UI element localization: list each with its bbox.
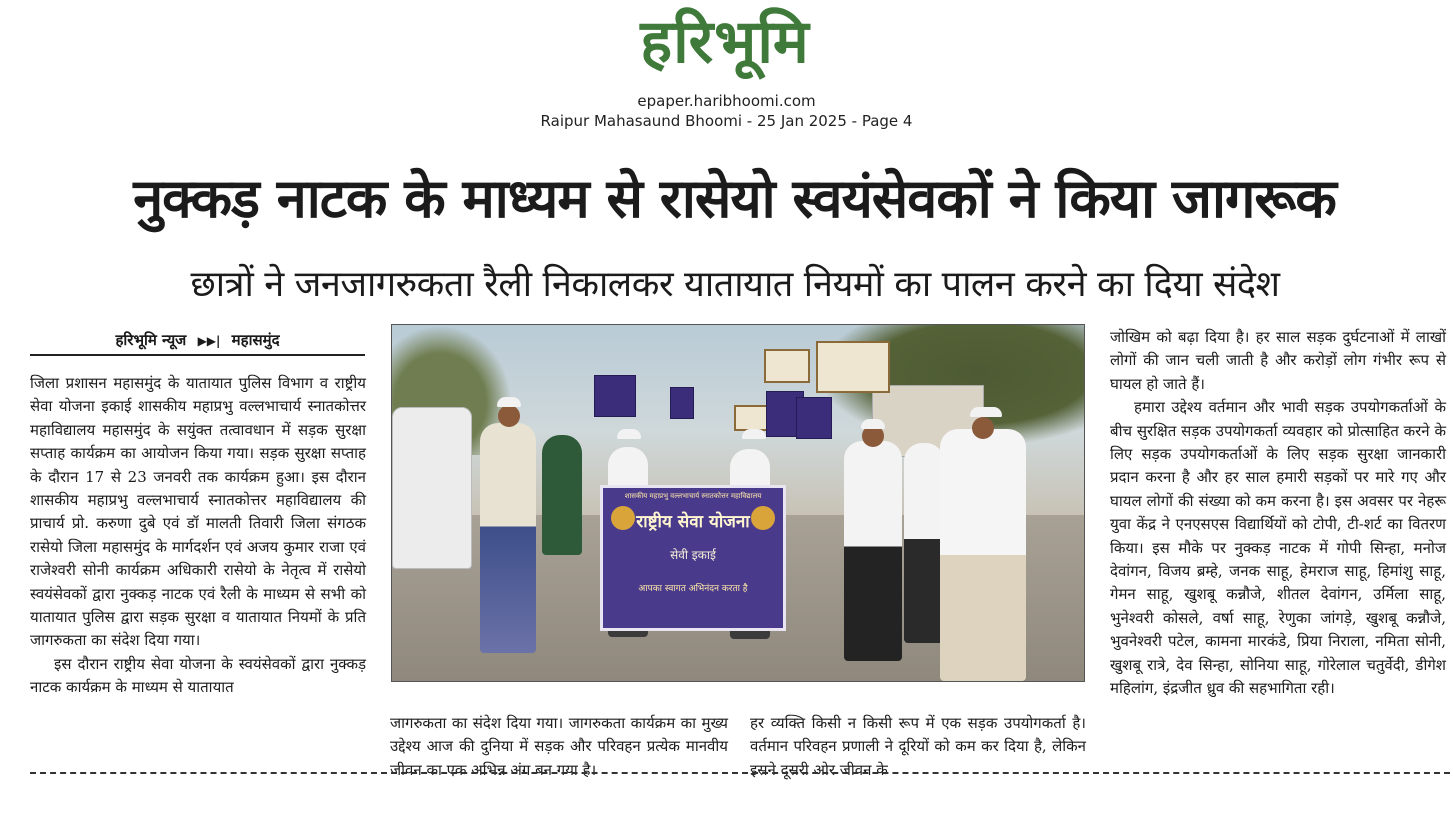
placard <box>764 349 810 383</box>
byline-location: महासमुंद <box>231 331 280 349</box>
nss-banner <box>600 485 786 631</box>
person <box>480 423 536 653</box>
parked-car <box>392 407 472 569</box>
article-subheadline: छात्रों ने जनजागरुकता रैली निकालकर यातायात नियमों का पालन करने का दिया संदेश <box>190 264 1280 305</box>
article-column-4 <box>1110 326 1446 701</box>
paragraph: हमारा उद्देश्य वर्तमान और भावी सड़क उपयोगकर्ताओं के बीच सुरक्षित सड़क उपयोगकर्ता व्यवहार को प्रोत्साहित करने के लिए सड़क उपयोगकर्ताओं के लिए सड़क सुरक्षा जानकारी प्रदान करना है और हर साल हमारी सड़कों पर मारे गए और घायल लोगों की संख्या को कम करना है। इस अवसर पर नेहरू युवा केंद्र ने एनएसएस विद्यार्थियों को टोपी, टी-शर्ट का वितरण किया। इस मौके पर नुक्कड़ नाटक में गोपी सिन्हा, मनोज देवांगन, विजय ब्रम्हे, जनक साहू, हेमराज साहू, हिमांशु साहू, गेमन साहू, खुशबू कन्नौजे, शीतल देवांगन, उर्मिला साहू, भुनेश्वरी कोसले, वर्षा साहू, रेणुका जांगड़े, खुशबू कन्नौजे, भुवनेश्वरी पटेल, कामना मारकंडे, प्रिया निराला, नमिता सोनी, खुशबू रात्रे, देव सिन्हा, सोनिया साहू, गोरेलाल चतुर्वेदी, डीगेश महिलांग, इंद्रजीत ध्रुव की सहभागिता रही। <box>1110 398 1446 698</box>
paragraph: हर व्यक्ति किसी न किसी रूप में एक सड़क उपयोगकर्ता है। वर्तमान परिवहन प्रणाली ने दूरियों को कम कर दिया है, लेकिन इसने दूसरी ओर जीवन के <box>750 714 1086 779</box>
paragraph: इस दौरान राष्ट्रीय सेवा योजना के स्वयंसेवकों द्वारा नुक्कड़ नाटक कार्यक्रम के माध्यम से यातायात <box>30 654 366 697</box>
person <box>844 441 902 661</box>
person <box>542 435 582 555</box>
placard <box>670 387 694 419</box>
byline-source: हरिभूमि न्यूज <box>115 331 187 349</box>
emblem-icon <box>751 506 775 530</box>
cap <box>861 419 885 429</box>
banner-line: शासकीय महाप्रभु वल्लभाचार्य स्नातकोत्तर महाविद्यालय <box>624 492 762 500</box>
paragraph: जोखिम को बढ़ा दिया है। हर साल सड़क दुर्घटनाओं में लाखों लोगों की जान चली जाती है और करोड़ों लोग गंभीर रूप से घायल हो जाते हैं। <box>1110 328 1446 393</box>
person <box>904 443 944 643</box>
article-column-1 <box>30 372 366 700</box>
article-headline: नुक्कड़ नाटक के माध्यम से रासेयो स्वयंसेवकों ने किया जागरूक <box>133 167 1336 230</box>
byline <box>30 326 365 356</box>
placard <box>734 405 768 431</box>
person-head <box>972 417 994 439</box>
person-head <box>498 405 520 427</box>
banner-line: राष्ट्रीय सेवा योजना <box>636 512 750 532</box>
article-photo <box>391 324 1085 682</box>
newspaper-logo: हरिभूमि <box>640 7 810 77</box>
banner-line: आपका स्वागत अभिनंदन करता है <box>638 584 748 594</box>
page-divider <box>30 772 1450 774</box>
cap <box>617 429 641 439</box>
placard <box>594 375 636 417</box>
emblem-icon <box>611 506 635 530</box>
placard <box>796 397 832 439</box>
person <box>940 429 1026 681</box>
banner-line: सेवी इकाई <box>670 548 716 562</box>
paragraph: जागरुकता का संदेश दिया गया। जागरुकता कार्यक्रम का मुख्य उद्देश्य आज की दुनिया में सड़क और परिवहन प्रत्येक मानवीय जीवन का एक अभिन्न अंग बन गया है। <box>390 714 728 779</box>
site-url[interactable]: epaper.haribhoomi.com <box>637 92 816 110</box>
edition-line: Raipur Mahasaund Bhoomi - 25 Jan 2025 - Page 4 <box>540 112 913 130</box>
cap <box>970 407 1002 417</box>
cap <box>742 429 766 439</box>
cap <box>497 397 521 407</box>
paragraph: जिला प्रशासन महासमुंद के यातायात पुलिस विभाग व राष्ट्रीय सेवा योजना इकाई शासकीय महाप्रभु वल्लभाचार्य स्नातकोत्तर महाविद्यालय महासमुंद के सयुंक्त तत्वावधान में सड़क सुरक्षा सप्ताह कार्यक्रम का आयोजन किया गया। सड़क सुरक्षा सप्ताह के दौरान 17 से 23 जनवरी तक कार्यक्रम हुआ। इस दौरान शासकीय महाप्रभु वल्लभाचार्य स्नातकोत्तर महाविद्यालय की प्राचार्य प्रो. करुणा दुबे एवं डॉ मालती तिवारी जिला संगठक रासेयो जिला महासमुंद के मार्गदर्शन एवं अजय कुमार राजा एवं राजेश्वरी सोनी कार्यक्रम अधिकारी रासेयो के नेतृत्व में रासेयो स्वयंसेवकों द्वारा नुक्कड़ नाटक एवं रैली के माध्यम से सभी को यातायात पुलिस द्वारा सड़क सुरक्षा व यातायात नियमों के प्रति जागरुकता का संदेश दिया गया। <box>30 374 366 650</box>
fast-forward-icon: ▶▶| <box>197 334 221 348</box>
placard <box>816 341 890 393</box>
